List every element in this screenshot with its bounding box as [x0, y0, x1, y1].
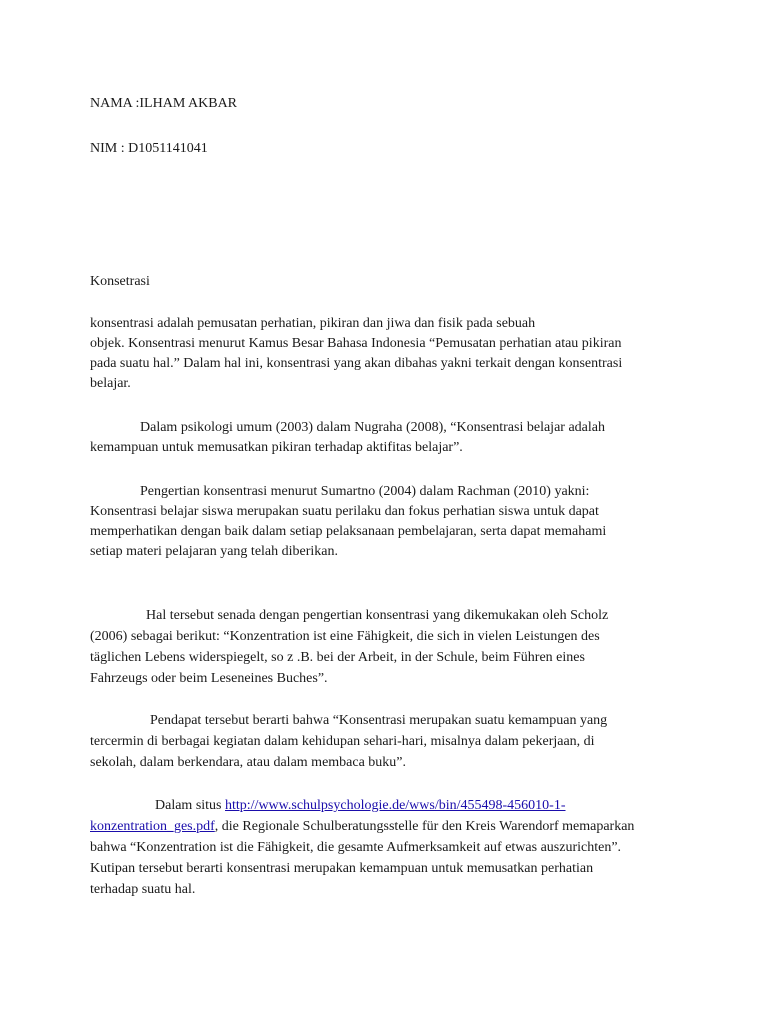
paragraph-line: terhadap suatu hal. [90, 882, 196, 897]
paragraph-line: objek. Konsentrasi menurut Kamus Besar Bahasa Indonesia “Pemusatan perhatian atau pikiran [90, 336, 622, 351]
source-url-link[interactable]: http://www.schulpsychologie.de/wws/bin/455498-456010-1- [225, 798, 566, 813]
source-url-link-continued[interactable]: konzentration_ges.pdf [90, 819, 215, 834]
paragraph-text: Dalam situs [155, 798, 225, 813]
paragraph-line: Fahrzeugs oder beim Leseneines Buches”. [90, 671, 328, 686]
paragraph-line: bahwa “Konzentration ist die Fähigkeit, die gesamte Aufmerksamkeit auf etwas auszurichten”. [90, 840, 622, 855]
paragraph-line: Pendapat tersebut berarti bahwa “Konsentrasi merupakan suatu kemampuan yang [150, 713, 608, 728]
paragraph-line: konsentrasi adalah pemusatan perhatian, pikiran dan jiwa dan fisik pada sebuah [90, 316, 536, 331]
paragraph-line: Konsentrasi belajar siswa merupakan suatu perilaku dan fokus perhatian siswa untuk dapat [90, 504, 599, 519]
student-nim: NIM : D1051141041 [90, 141, 208, 156]
paragraph-line [90, 817, 634, 837]
paragraph-line: sekolah, dalam berkendara, atau dalam membaca buku”. [90, 755, 407, 770]
paragraph-line: Kutipan tersebut berarti konsentrasi merupakan kemampuan untuk memusatkan perhatian [90, 861, 594, 876]
paragraph-line: Hal tersebut senada dengan pengertian konsentrasi yang dikemukakan oleh Scholz [146, 608, 609, 623]
paragraph-line: pada suatu hal.” Dalam hal ini, konsentrasi yang akan dibahas yakni terkait dengan konsentrasi [90, 356, 623, 371]
paragraph-line: memperhatikan dengan baik dalam setiap pelaksanaan pembelajaran, serta dapat memahami [90, 524, 607, 539]
paragraph-line [155, 796, 566, 816]
paragraph-text: , die Regionale Schulberatungsstelle für den Kreis Warendorf memaparkan [214, 819, 635, 834]
paragraph-line: setiap materi pelajaran yang telah diberikan. [90, 544, 339, 559]
paragraph-line: Pengertian konsentrasi menurut Sumartno (2004) dalam Rachman (2010) yakni: [140, 484, 590, 499]
paragraph-line: tercermin di berbagai kegiatan dalam kehidupan sehari-hari, misalnya dalam pekerjaan, di [90, 734, 595, 749]
student-name: NAMA :ILHAM AKBAR [90, 96, 238, 111]
paragraph-line: Dalam psikologi umum (2003) dalam Nugraha (2008), “Konsentrasi belajar adalah [140, 420, 605, 435]
paragraph-line: täglichen Lebens widerspiegelt, so z .B. bei der Arbeit, in der Schule, beim Führen eines [90, 650, 585, 665]
paragraph-line: (2006) sebagai berikut: “Konzentration ist eine Fähigkeit, die sich in vielen Leistungen des [90, 629, 600, 644]
paragraph-line: kemampuan untuk memusatkan pikiran terhadap aktifitas belajar”. [90, 440, 463, 455]
section-heading: Konsetrasi [90, 274, 150, 289]
paragraph-line: belajar. [90, 376, 131, 391]
